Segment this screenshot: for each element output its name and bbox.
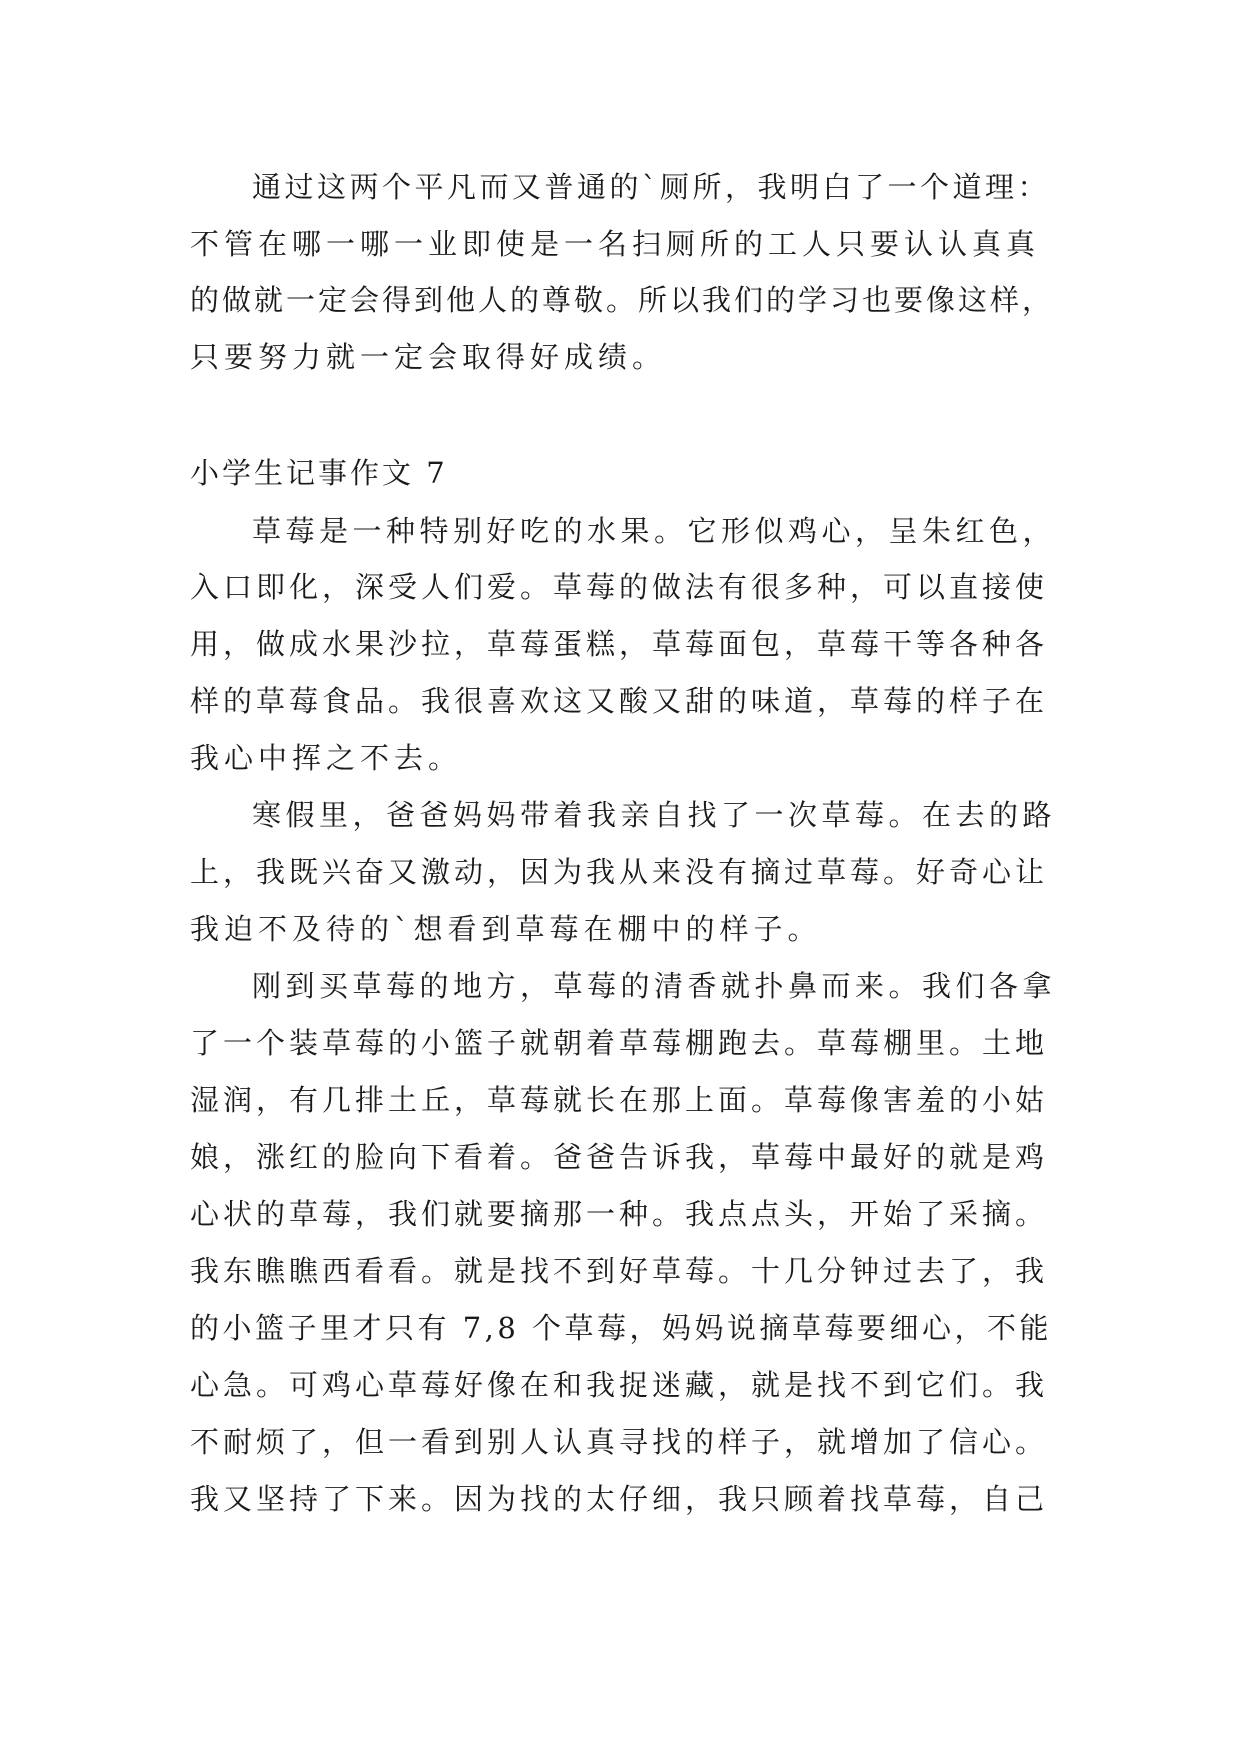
- text-line: 心急。可鸡心草莓好像在和我捉迷藏，就是找不到它们。我: [190, 1368, 1049, 1402]
- text-line: 心状的草莓，我们就要摘那一种。我点点头，开始了采摘。: [190, 1197, 1049, 1231]
- text-line: 入口即化，深受人们爱。草莓的做法有很多种，可以直接使: [190, 570, 1049, 604]
- text-line: 草莓是一种特别好吃的水果。它形似鸡心，呈朱红色，: [252, 514, 1057, 548]
- text-line: 样的草莓食品。我很喜欢这又酸又甜的味道，草莓的样子在: [190, 684, 1049, 718]
- text-line: 我又坚持了下来。因为找的太仔细，我只顾着找草莓，自己: [190, 1482, 1049, 1516]
- text-line: 的做就一定会得到他人的尊敬。所以我们的学习也要像这样，: [190, 283, 1055, 317]
- text-line: 通过这两个平凡而又普通的`厕所，我明白了一个道理：: [252, 170, 1051, 204]
- text-line: 我心中挥之不去。: [190, 741, 463, 775]
- text-line: 刚到买草莓的地方，草莓的清香就扑鼻而来。我们各拿: [252, 969, 1057, 1003]
- text-line: 寒假里，爸爸妈妈带着我亲自找了一次草莓。在去的路: [252, 798, 1057, 832]
- text-line: 的小篮子里才只有 7,8 个草莓，妈妈说摘草莓要细心，不能: [190, 1311, 1053, 1345]
- text-line: 湿润，有几排土丘，草莓就长在那上面。草莓像害羞的小姑: [190, 1083, 1049, 1117]
- text-line: 我迫不及待的`想看到草莓在棚中的样子。: [190, 912, 822, 946]
- text-line: 只要努力就一定会取得好成绩。: [190, 340, 667, 374]
- essay-heading: 小学生记事作文 7: [190, 456, 448, 490]
- text-line: 用，做成水果沙拉，草莓蛋糕，草莓面包，草莓干等各种各: [190, 627, 1049, 661]
- text-line: 了一个装草莓的小篮子就朝着草莓棚跑去。草莓棚里。土地: [190, 1026, 1049, 1060]
- text-line: 娘，涨红的脸向下看着。爸爸告诉我，草莓中最好的就是鸡: [190, 1140, 1049, 1174]
- text-line: 上，我既兴奋又激动，因为我从来没有摘过草莓。好奇心让: [190, 855, 1049, 889]
- text-line: 不管在哪一哪一业即使是一名扫厕所的工人只要认认真真: [190, 227, 1041, 261]
- text-line: 我东瞧瞧西看看。就是找不到好草莓。十几分钟过去了，我: [190, 1254, 1049, 1288]
- text-line: 不耐烦了，但一看到别人认真寻找的样子，就增加了信心。: [190, 1425, 1049, 1459]
